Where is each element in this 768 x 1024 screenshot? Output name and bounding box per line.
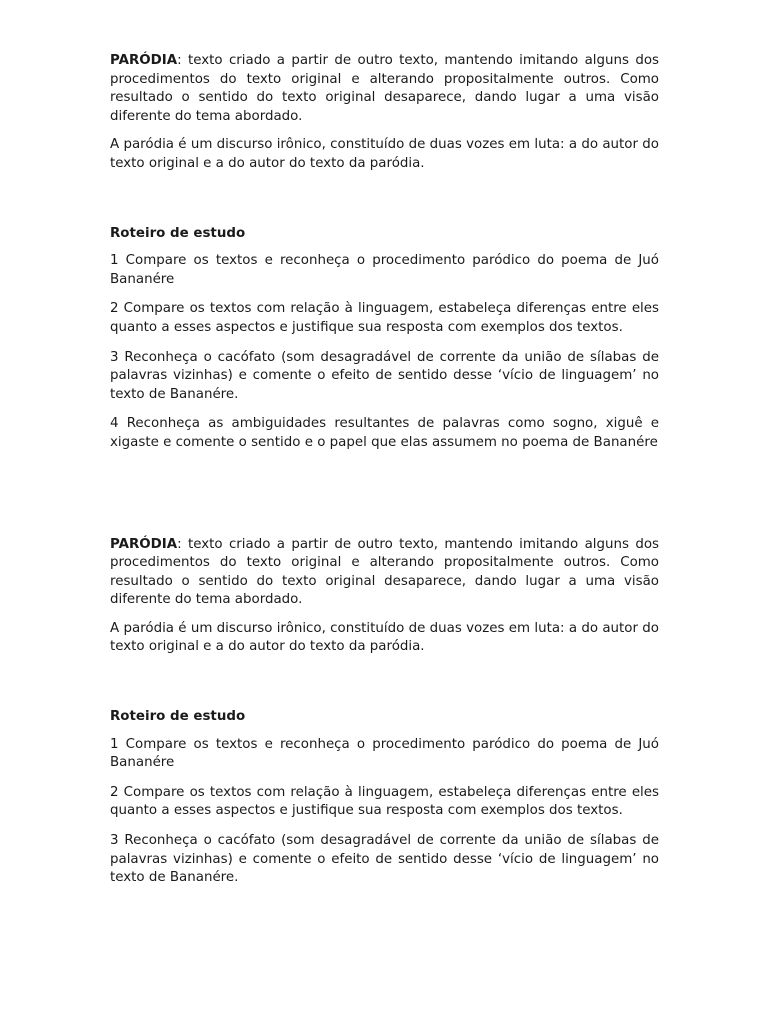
spacer xyxy=(110,657,659,708)
study-guide-heading: Roteiro de estudo xyxy=(110,225,246,241)
study-item-3: 3 Reconheça o cacófato (som desagradável de corrente da união de sílabas de palavras vizinhas) e comente o efeito de sentido desse ‘vício de linguagem’ no texto de Bananére. xyxy=(110,349,659,402)
study-item-3: 3 Reconheça o cacófato (som desagradável de corrente da união de sílabas de palavras vizinhas) e comente o efeito de sentido desse ‘vício de linguagem’ no texto de Bananére. xyxy=(110,833,659,886)
parodia-term: PARÓDIA xyxy=(110,53,178,68)
study-item-1: 1 Compare os textos e reconheça o procedimento paródico do poema de Juó Bananére xyxy=(110,736,659,771)
study-item-1: 1 Compare os textos e reconheça o procedimento paródico do poema de Juó Bananére xyxy=(110,253,659,287)
study-item-4: 4 Reconheça as ambiguidades resultantes de palavras como sogno, xiguê e xigaste e comente o sentido e o papel que elas assumem no poema de Bananére xyxy=(110,416,659,450)
parodia-definition-text: : texto criado a partir de outro texto, mantendo imitando alguns dos procedimentos do texto original e alterando propositalmente outros. Como resultado o sentido do texto original desaparece, dando lugar a uma visão diferente do tema abordado. xyxy=(110,536,659,608)
parodia-definition xyxy=(110,536,659,610)
parodia-definition xyxy=(110,52,659,126)
study-item-2: 2 Compare os textos com relação à linguagem, estabeleça diferenças entre eles quanto a esses aspectos e justifique sua resposta com exemplos dos textos. xyxy=(110,784,659,819)
spacer xyxy=(110,174,659,225)
study-guide-heading: Roteiro de estudo xyxy=(110,709,246,725)
parodia-definition-text: : texto criado a partir de outro texto, mantendo imitando alguns dos procedimentos do texto original e alterando propositalmente outros. Como resultado o sentido do texto original desaparece, dando lugar a uma visão diferente do tema abordado. xyxy=(110,53,659,124)
spacer xyxy=(110,453,659,536)
parodia-description: A paródia é um discurso irônico, constituído de duas vozes em luta: a do autor do texto original e a do autor do texto da paródia. xyxy=(110,137,659,171)
parodia-term: PARÓDIA xyxy=(110,536,178,552)
document-page xyxy=(110,52,659,888)
parodia-description: A paródia é um discurso irônico, constituído de duas vozes em luta: a do autor do texto original e a do autor do texto da paródia. xyxy=(110,620,659,655)
study-item-2: 2 Compare os textos com relação à linguagem, estabeleça diferenças entre eles quanto a esses aspectos e justifique sua resposta com exemplos dos textos. xyxy=(110,301,659,335)
